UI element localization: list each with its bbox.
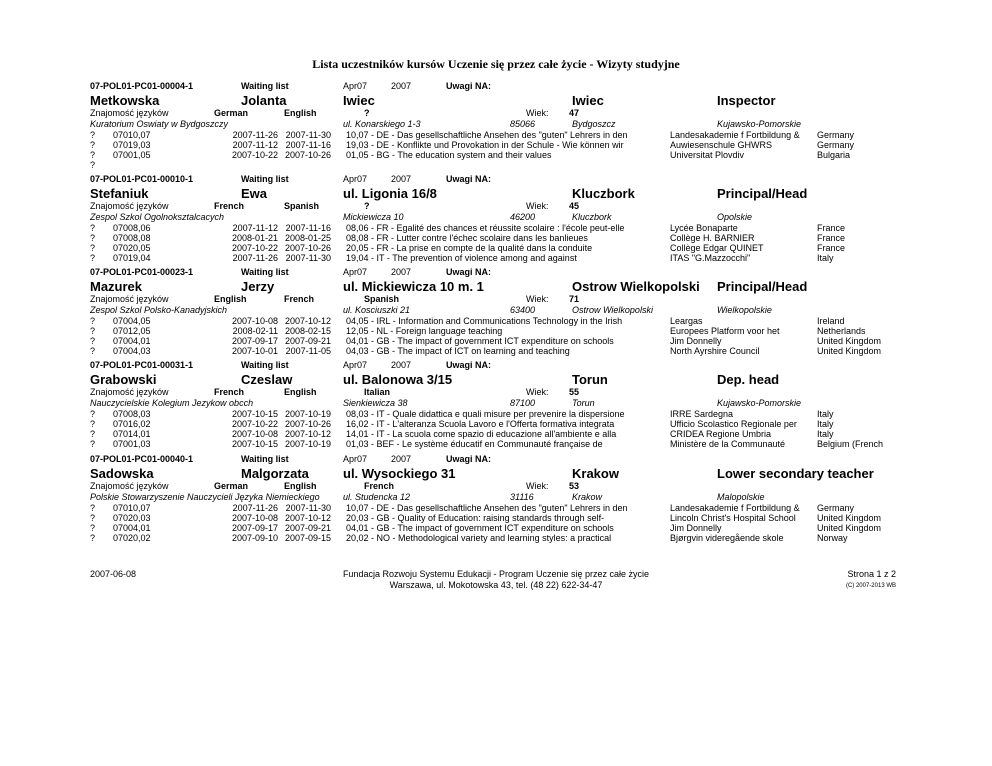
- age-label: Wiek:: [526, 294, 549, 304]
- course-organizer: Jim Donnelly: [670, 523, 722, 533]
- course-country: Italy: [817, 253, 834, 263]
- course-code: 07001,03: [113, 439, 151, 449]
- course-code: 07020,05: [113, 243, 151, 253]
- course-description: 04,05 - IRL - Information and Communications Technology in the Irish: [346, 316, 623, 326]
- course-marker: ?: [90, 253, 96, 263]
- participant-surname: Grabowski: [90, 372, 157, 387]
- course-marker: ?: [90, 130, 96, 140]
- course-date-from: 2007-10-01: [231, 346, 278, 356]
- course-country: France: [817, 223, 846, 233]
- participant-firstname: Jolanta: [241, 93, 287, 108]
- course-date-to: 2007-11-16: [285, 223, 331, 233]
- age-label: Wiek:: [526, 108, 549, 118]
- work-city: Bydgoszcz: [572, 119, 616, 129]
- notes-label: Uwagi NA:: [446, 81, 491, 91]
- course-country: United Kingdom: [817, 523, 882, 533]
- work-region: Kujawsko-Pomorskie: [717, 398, 802, 408]
- course-date-to: 2008-02-15: [284, 326, 331, 336]
- course-marker: ?: [90, 233, 96, 243]
- period-month: Apr07: [343, 81, 368, 91]
- course-description: 12,05 - NL - Foreign language teaching: [346, 326, 503, 336]
- course-date-from: 2007-11-12: [232, 223, 278, 233]
- participant-age: 45: [569, 201, 580, 211]
- participant-surname: Mazurek: [90, 279, 143, 294]
- course-description: 04,01 - GB - The impact of government ICT expenditure on schools: [346, 336, 614, 346]
- age-label: Wiek:: [526, 481, 549, 491]
- course-date-from: 2007-09-17: [231, 523, 278, 533]
- course-code: 07008,06: [113, 223, 151, 233]
- language-primary: English: [214, 294, 247, 304]
- course-country: United Kingdom: [817, 346, 882, 356]
- course-code: 07004,05: [113, 316, 151, 326]
- course-date-from: 2007-10-22: [231, 419, 278, 429]
- work-zip: 87100: [510, 398, 536, 408]
- course-description: 20,03 - GB - Quality of Education: raising standards through self-: [346, 513, 605, 523]
- participant-surname: Stefaniuk: [90, 186, 149, 201]
- course-country: United Kingdom: [817, 336, 882, 346]
- language-primary: German: [214, 108, 249, 118]
- course-description: 19,03 - DE - Konflikte und Provokation in der Schule - Wie können wir: [346, 140, 624, 150]
- course-description: 14,01 - IT - La scuola come spazio di educazione all'ambiente e alla: [346, 429, 617, 439]
- course-country: Germany: [817, 503, 855, 513]
- work-city: Kluczbork: [572, 212, 612, 222]
- age-label: Wiek:: [526, 387, 549, 397]
- participant-status: Waiting list: [241, 267, 289, 277]
- course-description: 20,02 - NO - Methodological variety and learning styles: a practical: [346, 533, 612, 543]
- course-code: 07008,08: [113, 233, 151, 243]
- participant-id: 07-POL01-PC01-00010-1: [90, 174, 194, 184]
- institution-name: Kuratorium Oswiaty w Bydgoszczy: [90, 119, 229, 129]
- course-country: Germany: [817, 140, 855, 150]
- course-code: 07010,07: [113, 503, 151, 513]
- course-code: 07004,01: [113, 523, 151, 533]
- participant-position: Principal/Head: [717, 186, 808, 201]
- languages-label: Znajomość języków: [90, 108, 169, 118]
- registration-language: ?: [364, 201, 370, 211]
- course-country: Italy: [817, 419, 834, 429]
- course-organizer: Collège H. BARNIER: [670, 233, 755, 243]
- participant-id: 07-POL01-PC01-00023-1: [90, 267, 194, 277]
- work-region: Opolskie: [717, 212, 753, 222]
- course-date-from: 2007-10-08: [231, 429, 278, 439]
- participant-status: Waiting list: [241, 174, 289, 184]
- participant-address: Iwiec: [343, 93, 375, 108]
- registration-language: French: [364, 481, 395, 491]
- participant-position: Principal/Head: [717, 279, 808, 294]
- participant-id: 07-POL01-PC01-00040-1: [90, 454, 194, 464]
- course-description: 10,07 - DE - Das gesellschaftliche Ansehen des "guten" Lehrers in den: [346, 503, 628, 513]
- course-date-to: 2007-10-26: [284, 419, 331, 429]
- course-description: 08,08 - FR - Lutter contre l'échec scolaire dans les banlieues: [346, 233, 588, 243]
- footer-copyright: (C) 2007-2013 WB: [845, 583, 896, 589]
- participant-firstname: Jerzy: [241, 279, 275, 294]
- course-organizer: Leargas: [670, 316, 703, 326]
- languages-label: Znajomość języków: [90, 201, 169, 211]
- course-date-to: 2007-10-19: [284, 409, 331, 419]
- footer-page-number: Strona 1 z 2: [847, 569, 896, 579]
- participant-city: Torun: [572, 372, 608, 387]
- course-organizer: Lycée Bonaparte: [670, 223, 738, 233]
- course-organizer: Ufficio Scolastico Regionale per: [670, 419, 797, 429]
- institution-name: Zespol Szkol Polsko-Kanadyjskich: [90, 305, 228, 315]
- language-primary: French: [214, 387, 245, 397]
- course-date-to: 2007-11-05: [285, 346, 331, 356]
- course-marker: ?: [90, 346, 96, 356]
- course-country: Italy: [817, 409, 834, 419]
- course-marker: ?: [90, 533, 96, 543]
- course-marker: ?: [90, 523, 96, 533]
- language-secondary: English: [284, 108, 317, 118]
- course-organizer: Landesakademie f Fortbildung &: [670, 503, 800, 513]
- participant-id: 07-POL01-PC01-00004-1: [90, 81, 194, 91]
- course-country: Bulgaria: [817, 150, 851, 160]
- registration-language: Spanish: [364, 294, 400, 304]
- institution-name: Polskie Stowarzyszenie Nauczycieli Języka Niemieckiego: [90, 492, 320, 502]
- course-date-to: 2007-10-26: [284, 150, 331, 160]
- course-code: 07012,05: [113, 326, 151, 336]
- work-street: Mickiewicza 10: [343, 212, 404, 222]
- course-description: 01,05 - BG - The education system and their values: [346, 150, 552, 160]
- participant-address: ul. Wysockiego 31: [343, 466, 456, 481]
- work-region: Wielkopolskie: [717, 305, 772, 315]
- period-year: 2007: [391, 267, 412, 277]
- age-label: Wiek:: [526, 201, 549, 211]
- period-month: Apr07: [343, 174, 368, 184]
- footer-org-line1: Fundacja Rozwoju Systemu Edukacji - Program Uczenie się przez całe życie: [342, 569, 650, 579]
- course-date-from: 2007-11-26: [232, 253, 278, 263]
- participant-surname: Metkowska: [90, 93, 160, 108]
- course-marker: ?: [90, 336, 96, 346]
- course-description: 08,03 - IT - Quale didattica e quali misure per prevenire la dispersione: [346, 409, 625, 419]
- course-date-from: 2007-10-15: [231, 409, 278, 419]
- participant-address: ul. Ligonia 16/8: [343, 186, 437, 201]
- period-year: 2007: [391, 174, 412, 184]
- participant-id: 07-POL01-PC01-00031-1: [90, 360, 194, 370]
- notes-label: Uwagi NA:: [446, 454, 491, 464]
- participant-age: 55: [569, 387, 580, 397]
- course-date-from: 2007-09-10: [231, 533, 278, 543]
- course-code: 07010,07: [113, 130, 151, 140]
- course-date-from: 2008-02-11: [232, 326, 278, 336]
- course-date-to: 2007-11-16: [285, 140, 331, 150]
- work-zip: 31116: [510, 492, 534, 502]
- course-code: 07019,03: [113, 140, 151, 150]
- language-secondary: Spanish: [284, 201, 320, 211]
- course-date-to: 2007-10-12: [284, 316, 331, 326]
- language-secondary: English: [284, 387, 317, 397]
- course-organizer: ITAS "G.Mazzocchi": [670, 253, 751, 263]
- course-date-to: 2007-09-21: [284, 336, 331, 346]
- course-marker: ?: [90, 316, 96, 326]
- course-code: 07008,03: [113, 409, 151, 419]
- course-date-to: 2007-10-12: [284, 513, 331, 523]
- course-organizer: Europees Platform voor het: [670, 326, 780, 336]
- work-street: ul. Konarskiego 1-3: [343, 119, 421, 129]
- participant-firstname: Malgorzata: [241, 466, 309, 481]
- participant-status: Waiting list: [241, 360, 289, 370]
- work-zip: 63400: [510, 305, 536, 315]
- course-marker: ?: [90, 140, 96, 150]
- course-organizer: Auwiesenschule GHWRS: [670, 140, 773, 150]
- languages-label: Znajomość języków: [90, 387, 169, 397]
- course-organizer: Ministère de la Communauté: [670, 439, 786, 449]
- notes-label: Uwagi NA:: [446, 267, 491, 277]
- course-country: France: [817, 243, 846, 253]
- course-marker: ?: [90, 503, 96, 513]
- course-country: Norway: [817, 533, 848, 543]
- languages-label: Znajomość języków: [90, 294, 169, 304]
- course-country: Netherlands: [817, 326, 866, 336]
- course-organizer: IRRE Sardegna: [670, 409, 734, 419]
- course-date-to: 2007-11-30: [285, 253, 331, 263]
- course-date-to: 2007-10-26: [284, 243, 331, 253]
- course-date-to: 2007-09-21: [284, 523, 331, 533]
- course-date-to: 2008-01-25: [284, 233, 331, 243]
- registration-language: ?: [364, 108, 370, 118]
- participant-address: ul. Balonowa 3/15: [343, 372, 453, 387]
- course-country: Italy: [817, 429, 834, 439]
- work-zip: 85066: [510, 119, 536, 129]
- course-organizer: Universitat Plovdiv: [670, 150, 745, 160]
- participant-age: 47: [569, 108, 580, 118]
- participant-age: 53: [569, 481, 580, 491]
- course-description: 19,04 - IT - The prevention of violence among and against: [346, 253, 577, 263]
- participant-status: Waiting list: [241, 454, 289, 464]
- course-marker: ?: [90, 409, 96, 419]
- course-date-to: 2007-11-30: [285, 130, 331, 140]
- work-street: ul. Kosciuszki 21: [343, 305, 411, 315]
- course-marker: ?: [90, 223, 96, 233]
- notes-label: Uwagi NA:: [446, 360, 491, 370]
- work-city: Ostrow Wielkopolski: [572, 305, 653, 315]
- language-primary: German: [214, 481, 249, 491]
- course-country: United Kingdom: [817, 513, 882, 523]
- course-description: 20,05 - FR - La prise en compte de la qualité dans la conduite: [346, 243, 593, 253]
- course-country: Belgium (French: [817, 439, 884, 449]
- course-description: 16,02 - IT - L'alteranza Scuola Lavoro e l'Offerta formativa integrata: [346, 419, 615, 429]
- course-description: 08,06 - FR - Egalité des chances et réussite scolaire : l'école peut-elle: [346, 223, 625, 233]
- footer-org-line2: Warszawa, ul. Mokotowska 43, tel. (48 22) 622-34-47: [389, 580, 603, 590]
- participant-surname: Sadowska: [90, 466, 154, 481]
- course-date-from: 2007-11-12: [232, 140, 278, 150]
- course-organizer: Bjørgvin videregående skole: [670, 533, 784, 543]
- course-date-from: 2007-10-15: [231, 439, 278, 449]
- participant-address: ul. Mickiewicza 10 m. 1: [343, 279, 484, 294]
- page-title: Lista uczestników kursów Uczenie się przez całe życie - Wizyty studyjne: [312, 57, 680, 71]
- course-code: 07004,01: [113, 336, 151, 346]
- course-code: 07001,05: [113, 150, 151, 160]
- course-code: 07004,03: [113, 346, 151, 356]
- course-description: 10,07 - DE - Das gesellschaftliche Ansehen des "guten" Lehrers in den: [346, 130, 628, 140]
- course-date-from: 2007-10-22: [231, 150, 278, 160]
- footer-date: 2007-06-08: [90, 569, 137, 579]
- period-year: 2007: [391, 360, 412, 370]
- work-region: Malopolskie: [717, 492, 765, 502]
- course-date-from: 2007-11-26: [232, 130, 278, 140]
- course-code: 07014,01: [113, 429, 151, 439]
- participant-position: Lower secondary teacher: [717, 466, 874, 481]
- participant-position: Dep. head: [717, 372, 780, 387]
- work-zip: 46200: [510, 212, 536, 222]
- language-secondary: French: [284, 294, 315, 304]
- course-organizer: CRIDEA Regione Umbria: [670, 429, 772, 439]
- course-date-to: 2007-10-19: [284, 439, 331, 449]
- period-month: Apr07: [343, 454, 368, 464]
- course-date-from: 2007-11-26: [232, 503, 278, 513]
- course-date-to: 2007-11-30: [285, 503, 331, 513]
- course-marker: ?: [90, 513, 96, 523]
- course-marker: ?: [90, 150, 96, 160]
- course-date-from: 2007-10-22: [231, 243, 278, 253]
- work-region: Kujawsko-Pomorskie: [717, 119, 802, 129]
- language-primary: French: [214, 201, 245, 211]
- participant-city: Iwiec: [572, 93, 604, 108]
- participant-city: Krakow: [572, 466, 619, 481]
- course-date-from: 2008-01-21: [231, 233, 278, 243]
- course-description: 04,03 - GB - The impact of ICT on learning and teaching: [346, 346, 570, 356]
- institution-name: Zespol Szkol Ogolnoksztalcacych: [90, 212, 225, 222]
- course-code: 07019,04: [113, 253, 151, 263]
- course-organizer: North Ayrshire Council: [670, 346, 760, 356]
- language-secondary: English: [284, 481, 317, 491]
- course-date-to: 2007-09-15: [284, 533, 331, 543]
- course-marker: ?: [90, 160, 96, 170]
- course-organizer: Collège Edgar QUINET: [670, 243, 764, 253]
- period-year: 2007: [391, 454, 412, 464]
- participant-city: Kluczbork: [572, 186, 635, 201]
- course-code: 07020,02: [113, 533, 151, 543]
- period-year: 2007: [391, 81, 412, 91]
- course-organizer: Lincoln Christ's Hospital School: [670, 513, 796, 523]
- course-marker: ?: [90, 243, 96, 253]
- period-month: Apr07: [343, 267, 368, 277]
- participant-firstname: Ewa: [241, 186, 268, 201]
- participant-city: Ostrow Wielkopolski: [572, 279, 700, 294]
- participant-position: Inspector: [717, 93, 776, 108]
- course-date-from: 2007-09-17: [231, 336, 278, 346]
- institution-name: Nauczycielskie Kolegium Jezykow obcch: [90, 398, 254, 408]
- course-code: 07020,03: [113, 513, 151, 523]
- course-description: 01,03 - BEF - Le système éducatif en Communauté française de: [346, 439, 603, 449]
- period-month: Apr07: [343, 360, 368, 370]
- course-date-to: 2007-10-12: [284, 429, 331, 439]
- participant-age: 71: [569, 294, 580, 304]
- course-marker: ?: [90, 429, 96, 439]
- course-description: 04,01 - GB - The impact of government ICT expenditure on schools: [346, 523, 614, 533]
- course-code: 07016,02: [113, 419, 151, 429]
- notes-label: Uwagi NA:: [446, 174, 491, 184]
- course-organizer: Landesakademie f Fortbildung &: [670, 130, 800, 140]
- registration-language: Italian: [364, 387, 391, 397]
- work-city: Torun: [572, 398, 595, 408]
- course-marker: ?: [90, 439, 96, 449]
- course-date-from: 2007-10-08: [231, 513, 278, 523]
- work-street: ul. Studencka 12: [343, 492, 411, 502]
- course-country: France: [817, 233, 846, 243]
- participant-status: Waiting list: [241, 81, 289, 91]
- work-street: Sienkiewicza 38: [343, 398, 408, 408]
- course-country: Germany: [817, 130, 855, 140]
- course-marker: ?: [90, 419, 96, 429]
- course-date-from: 2007-10-08: [231, 316, 278, 326]
- languages-label: Znajomość języków: [90, 481, 169, 491]
- participant-firstname: Czeslaw: [241, 372, 293, 387]
- course-organizer: Jim Donnelly: [670, 336, 722, 346]
- work-city: Krakow: [572, 492, 603, 502]
- course-country: Ireland: [817, 316, 845, 326]
- course-marker: ?: [90, 326, 96, 336]
